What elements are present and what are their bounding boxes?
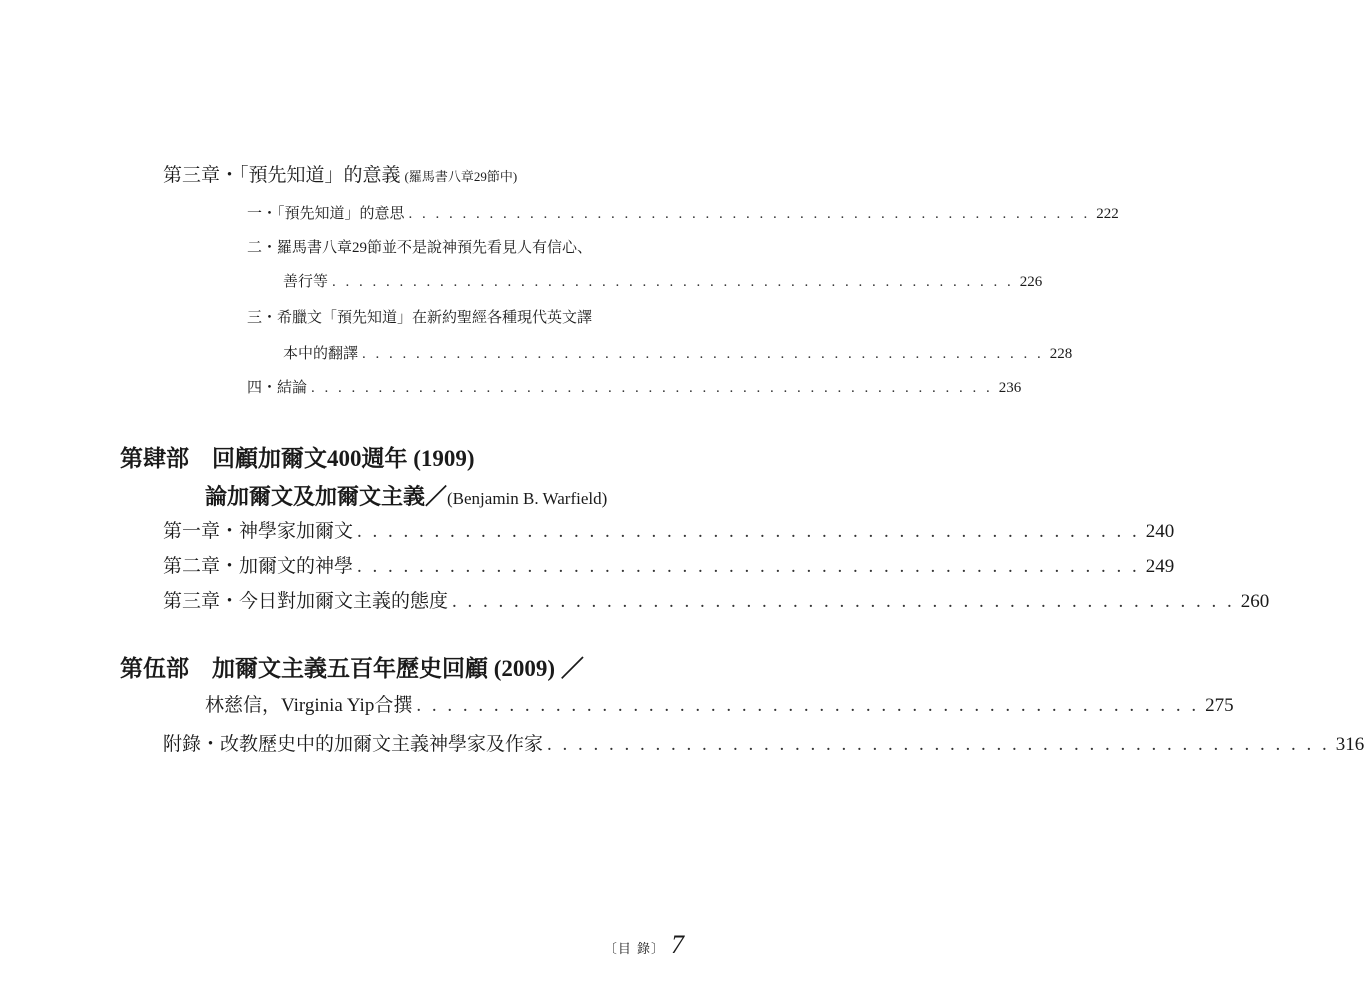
- leader-dots: . . . . . . . . . . . . . . . . . . . . . . . . . . . . . . . . . . . . . . . . . . . . . . . . . . .: [547, 734, 1330, 755]
- chapter-3-note: (羅馬書八章29節中): [404, 169, 518, 184]
- entry-label: 第一章・神學家加爾文: [163, 521, 354, 542]
- entry-label: 四・結論: [247, 380, 308, 396]
- footer-label: 〔目 錄〕: [603, 942, 665, 957]
- toc-entry: [247, 376, 1022, 397]
- part-4-author: (Benjamin B. Warfield): [447, 489, 608, 508]
- page-number: 275: [1205, 695, 1234, 716]
- footer-page-number: 7: [671, 930, 684, 959]
- part-4-subtitle-line: [205, 480, 607, 511]
- leader-dots: . . . . . . . . . . . . . . . . . . . . . . . . . . . . . . . . . . . . . . . . . . . . . . . . . . .: [416, 695, 1200, 716]
- page-footer: [604, 930, 684, 960]
- page-number: 240: [1145, 521, 1175, 542]
- entry-label: 三・希臘文「預先知道」在新約聖經各種現代英文譯: [247, 310, 593, 326]
- entry-label: 第三章・今日對加爾文主義的態度: [163, 591, 449, 612]
- entry-label: 附錄・改教歷史中的加爾文主義神學家及作家: [163, 734, 544, 755]
- page-number: 260: [1240, 591, 1270, 612]
- toc-entry-line1: [247, 306, 592, 327]
- toc-entry: [163, 516, 1175, 543]
- toc-entry: [163, 729, 1364, 756]
- entry-label: 二・羅馬書八章29節並不是說神預先看見人有信心、: [247, 240, 593, 256]
- leader-dots: . . . . . . . . . . . . . . . . . . . . . . . . . . . . . . . . . . . . . . . . . . . . . . . . . . .: [357, 556, 1140, 577]
- page-number: 249: [1145, 556, 1175, 577]
- page-number: 222: [1096, 206, 1119, 222]
- leader-dots: . . . . . . . . . . . . . . . . . . . . . . . . . . . . . . . . . . . . . . . . . . . . . . . . . . .: [408, 206, 1091, 222]
- chapter-3-heading: [163, 160, 517, 187]
- chapter-3-title: 第三章・「預先知道」的意義: [163, 165, 401, 186]
- toc-entry: [205, 690, 1234, 717]
- part-4-subtitle: 論加爾文及加爾文主義／: [205, 484, 448, 509]
- leader-dots: . . . . . . . . . . . . . . . . . . . . . . . . . . . . . . . . . . . . . . . . . . . . . . . . . . .: [362, 346, 1044, 362]
- leader-dots: . . . . . . . . . . . . . . . . . . . . . . . . . . . . . . . . . . . . . . . . . . . . . . . . . . .: [311, 380, 993, 396]
- page-number: 316: [1335, 734, 1364, 755]
- toc-entry: [283, 270, 1043, 291]
- toc-entry: [247, 202, 1119, 223]
- page-number: 228: [1049, 346, 1073, 362]
- toc-entry: [163, 586, 1270, 613]
- entry-label: 第二章・加爾文的神學: [163, 556, 354, 577]
- toc-entry: [163, 551, 1175, 578]
- leader-dots: . . . . . . . . . . . . . . . . . . . . . . . . . . . . . . . . . . . . . . . . . . . . . . . . . . .: [357, 521, 1140, 542]
- entry-label: 本中的翻譯: [283, 346, 359, 362]
- leader-dots: . . . . . . . . . . . . . . . . . . . . . . . . . . . . . . . . . . . . . . . . . . . . . . . . . . .: [332, 274, 1014, 290]
- toc-entry: [283, 342, 1073, 363]
- entry-label: 一・「預先知道」的意思: [247, 206, 405, 222]
- part-5-title: 第伍部 加爾文主義五百年歷史回顧 (2009) ／: [120, 656, 584, 681]
- toc-entry-line1: [247, 236, 592, 257]
- entry-label: 林慈信，Virginia Yip合撰: [205, 695, 413, 716]
- part-4-title: 第肆部 回顧加爾文400週年 (1909): [120, 446, 475, 471]
- page-number: 226: [1019, 274, 1043, 290]
- page-number: 236: [998, 380, 1022, 396]
- leader-dots: . . . . . . . . . . . . . . . . . . . . . . . . . . . . . . . . . . . . . . . . . . . . . . . . . . .: [452, 591, 1235, 612]
- entry-label: 善行等: [283, 274, 329, 290]
